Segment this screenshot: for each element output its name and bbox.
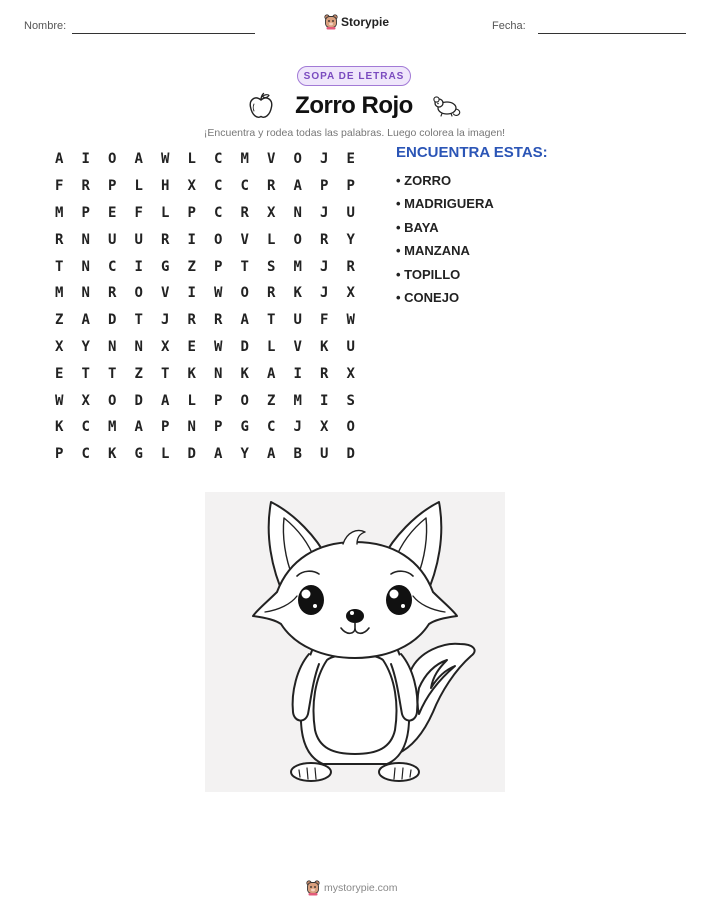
grid-cell[interactable]: D [346, 446, 355, 463]
grid-cell[interactable]: R [81, 178, 90, 195]
grid-cell[interactable]: T [267, 312, 276, 329]
instructions: ¡Encuentra y rodea todas las palabras. Luego colorea la imagen! [203, 127, 506, 139]
grid-cell[interactable]: R [267, 178, 276, 195]
grid-cell[interactable]: M [108, 419, 117, 436]
grid-cell[interactable]: A [134, 151, 143, 168]
grid-cell[interactable]: O [108, 392, 117, 409]
grid-cell[interactable]: O [240, 392, 249, 409]
grid-cell[interactable]: P [108, 178, 117, 195]
grid-row [46, 253, 364, 280]
grid-cell[interactable]: W [55, 392, 64, 409]
grid-cell[interactable]: T [134, 312, 143, 329]
grid-cell[interactable]: U [320, 446, 329, 463]
date-field-line[interactable] [538, 33, 686, 34]
grid-cell[interactable]: G [134, 446, 143, 463]
coloring-picture [205, 492, 505, 792]
grid-cell[interactable]: J [161, 312, 170, 329]
grid-cell[interactable]: C [81, 419, 90, 436]
grid-cell[interactable]: O [346, 419, 355, 436]
grid-cell[interactable]: K [293, 285, 302, 302]
grid-cell[interactable]: N [214, 365, 223, 382]
grid-cell[interactable]: Z [267, 392, 276, 409]
grid-cell[interactable]: F [320, 312, 329, 329]
grid-cell[interactable]: P [55, 446, 64, 463]
grid-cell[interactable]: H [161, 178, 170, 195]
grid-cell[interactable]: K [187, 365, 196, 382]
brand-name: Storypie [341, 15, 390, 29]
word-list-item: • ZORRO [396, 173, 452, 188]
grid-cell[interactable]: V [267, 151, 276, 168]
name-label: Nombre: [24, 20, 67, 32]
grid-cell[interactable]: L [134, 178, 143, 195]
grid-cell[interactable]: C [214, 151, 223, 168]
fox-illustration [205, 492, 505, 792]
grid-cell[interactable]: T [240, 258, 249, 275]
grid-cell[interactable]: P [320, 178, 329, 195]
grid-cell[interactable]: R [267, 285, 276, 302]
grid-cell[interactable]: N [187, 419, 196, 436]
grid-cell[interactable]: L [187, 151, 196, 168]
grid-cell[interactable]: W [346, 312, 355, 329]
grid-cell[interactable]: C [240, 178, 249, 195]
grid-cell[interactable]: J [320, 285, 329, 302]
grid-cell[interactable]: X [81, 392, 90, 409]
grid-cell[interactable]: X [55, 338, 64, 355]
grid-cell[interactable]: R [214, 312, 223, 329]
grid-cell[interactable]: O [134, 285, 143, 302]
grid-cell[interactable]: P [187, 204, 196, 221]
grid-cell[interactable]: D [108, 312, 117, 329]
grid-cell[interactable]: N [81, 285, 90, 302]
grid-cell[interactable]: U [108, 231, 117, 248]
grid-cell[interactable]: N [293, 204, 302, 221]
grid-cell[interactable]: F [55, 178, 64, 195]
grid-cell[interactable]: Y [346, 231, 355, 248]
grid-cell[interactable]: L [161, 204, 170, 221]
word-list-item: • MADRIGUERA [396, 196, 494, 212]
grid-cell[interactable]: A [134, 419, 143, 436]
grid-cell[interactable]: N [108, 338, 117, 355]
footer [306, 880, 398, 896]
date-label: Fecha: [492, 20, 526, 32]
grid-cell[interactable]: X [320, 419, 329, 436]
grid-cell[interactable]: O [293, 231, 302, 248]
grid-cell[interactable]: P [214, 258, 223, 275]
grid-cell[interactable]: U [346, 204, 355, 221]
grid-cell[interactable]: V [240, 231, 249, 248]
grid-cell[interactable]: X [187, 178, 196, 195]
grid-cell[interactable]: U [293, 312, 302, 329]
grid-cell[interactable]: P [214, 419, 223, 436]
grid-row [46, 441, 364, 468]
grid-cell[interactable]: M [240, 151, 249, 168]
mouse-icon [432, 94, 462, 118]
grid-row [46, 226, 364, 253]
grid-cell[interactable]: M [55, 204, 64, 221]
grid-cell[interactable]: X [346, 365, 355, 382]
grid-cell[interactable]: P [346, 178, 355, 195]
grid-cell[interactable]: C [214, 204, 223, 221]
grid-cell[interactable]: U [134, 231, 143, 248]
grid-row [46, 307, 364, 334]
grid-cell[interactable]: C [108, 258, 117, 275]
grid-cell[interactable]: R [55, 231, 64, 248]
grid-cell[interactable]: A [267, 365, 276, 382]
grid-cell[interactable]: X [346, 285, 355, 302]
grid-cell[interactable]: Z [134, 365, 143, 382]
grid-cell[interactable]: N [81, 258, 90, 275]
grid-cell[interactable]: O [293, 151, 302, 168]
activity-badge: SOPA DE LETRAS [297, 66, 411, 86]
grid-cell[interactable]: T [81, 365, 90, 382]
letter-grid [46, 146, 364, 468]
grid-row [46, 360, 364, 387]
grid-cell[interactable]: C [267, 419, 276, 436]
grid-cell[interactable]: W [214, 338, 223, 355]
grid-cell[interactable]: A [214, 446, 223, 463]
grid-cell[interactable]: K [55, 419, 64, 436]
word-list-heading: ENCUENTRA ESTAS: [396, 144, 548, 161]
grid-cell[interactable]: K [240, 365, 249, 382]
grid-cell[interactable]: T [108, 365, 117, 382]
grid-cell[interactable]: J [320, 204, 329, 221]
grid-cell[interactable]: A [240, 312, 249, 329]
grid-row [46, 334, 364, 361]
grid-cell[interactable]: W [161, 151, 170, 168]
grid-cell[interactable]: R [108, 285, 117, 302]
footer-url[interactable]: mystorypie.com [324, 882, 398, 894]
grid-cell[interactable]: J [320, 258, 329, 275]
grid-row [46, 146, 364, 173]
grid-cell[interactable]: J [293, 419, 302, 436]
grid-cell[interactable]: G [161, 258, 170, 275]
grid-cell[interactable]: O [108, 151, 117, 168]
grid-cell[interactable]: I [134, 258, 143, 275]
grid-cell[interactable]: I [320, 392, 329, 409]
grid-cell[interactable]: Y [240, 446, 249, 463]
grid-cell[interactable]: V [293, 338, 302, 355]
grid-cell[interactable]: L [187, 392, 196, 409]
grid-cell[interactable]: R [240, 204, 249, 221]
grid-cell[interactable]: Z [55, 312, 64, 329]
grid-cell[interactable]: D [187, 446, 196, 463]
grid-cell[interactable]: N [134, 338, 143, 355]
grid-cell[interactable]: E [346, 151, 355, 168]
grid-cell[interactable]: S [267, 258, 276, 275]
grid-cell[interactable]: N [81, 231, 90, 248]
grid-cell[interactable]: O [214, 231, 223, 248]
word-list [396, 170, 494, 310]
grid-cell[interactable]: I [187, 285, 196, 302]
name-field-line[interactable] [72, 33, 255, 34]
grid-cell[interactable]: P [81, 204, 90, 221]
bear-logo-icon [306, 880, 320, 896]
grid-row [46, 280, 364, 307]
grid-row [46, 414, 364, 441]
bear-logo-icon [324, 14, 338, 30]
grid-cell[interactable]: T [161, 365, 170, 382]
grid-cell[interactable]: R [187, 312, 196, 329]
grid-cell[interactable]: M [55, 285, 64, 302]
grid-cell[interactable]: P [161, 419, 170, 436]
grid-cell[interactable]: X [161, 338, 170, 355]
brand-logo [324, 14, 389, 30]
grid-cell[interactable]: B [293, 446, 302, 463]
grid-cell[interactable]: E [187, 338, 196, 355]
grid-cell[interactable]: M [293, 392, 302, 409]
grid-row [46, 387, 364, 414]
word-list-item: • CONEJO [396, 289, 460, 305]
grid-cell[interactable]: V [161, 285, 170, 302]
grid-cell[interactable]: E [108, 204, 117, 221]
grid-cell[interactable]: A [161, 392, 170, 409]
grid-cell[interactable]: K [320, 338, 329, 355]
grid-cell[interactable]: I [187, 231, 196, 248]
word-list-item: • MANZANA [396, 243, 470, 259]
grid-cell[interactable]: P [214, 392, 223, 409]
grid-cell[interactable]: C [81, 446, 90, 463]
grid-cell[interactable]: T [55, 258, 64, 275]
grid-cell[interactable]: D [134, 392, 143, 409]
grid-cell[interactable]: L [267, 231, 276, 248]
word-list-item: • TOPILLO [396, 266, 461, 282]
grid-cell[interactable]: O [240, 285, 249, 302]
grid-cell[interactable]: U [346, 338, 355, 355]
grid-cell[interactable]: F [134, 204, 143, 221]
grid-cell[interactable]: D [240, 338, 249, 355]
grid-cell[interactable]: Y [81, 338, 90, 355]
grid-cell[interactable]: Z [187, 258, 196, 275]
grid-cell[interactable]: I [81, 151, 90, 168]
grid-cell[interactable]: J [320, 151, 329, 168]
grid-cell[interactable]: R [346, 258, 355, 275]
grid-cell[interactable]: R [320, 231, 329, 248]
grid-row [46, 200, 364, 227]
grid-cell[interactable]: E [55, 365, 64, 382]
grid-cell[interactable]: A [293, 178, 302, 195]
grid-cell[interactable]: G [240, 419, 249, 436]
apple-icon [248, 92, 274, 120]
grid-cell[interactable]: W [214, 285, 223, 302]
grid-cell[interactable]: M [293, 258, 302, 275]
grid-row [46, 173, 364, 200]
grid-cell[interactable]: R [320, 365, 329, 382]
word-list-item: • BAYA [396, 219, 439, 235]
grid-cell[interactable]: S [346, 392, 355, 409]
grid-cell[interactable]: I [293, 365, 302, 382]
grid-cell[interactable]: K [108, 446, 117, 463]
grid-cell[interactable]: L [161, 446, 170, 463]
grid-cell[interactable]: A [81, 312, 90, 329]
grid-cell[interactable]: C [214, 178, 223, 195]
page-title: Zorro Rojo [295, 92, 413, 119]
grid-cell[interactable]: A [267, 446, 276, 463]
grid-cell[interactable]: L [267, 338, 276, 355]
grid-cell[interactable]: X [267, 204, 276, 221]
grid-cell[interactable]: A [55, 151, 64, 168]
grid-cell[interactable]: R [161, 231, 170, 248]
